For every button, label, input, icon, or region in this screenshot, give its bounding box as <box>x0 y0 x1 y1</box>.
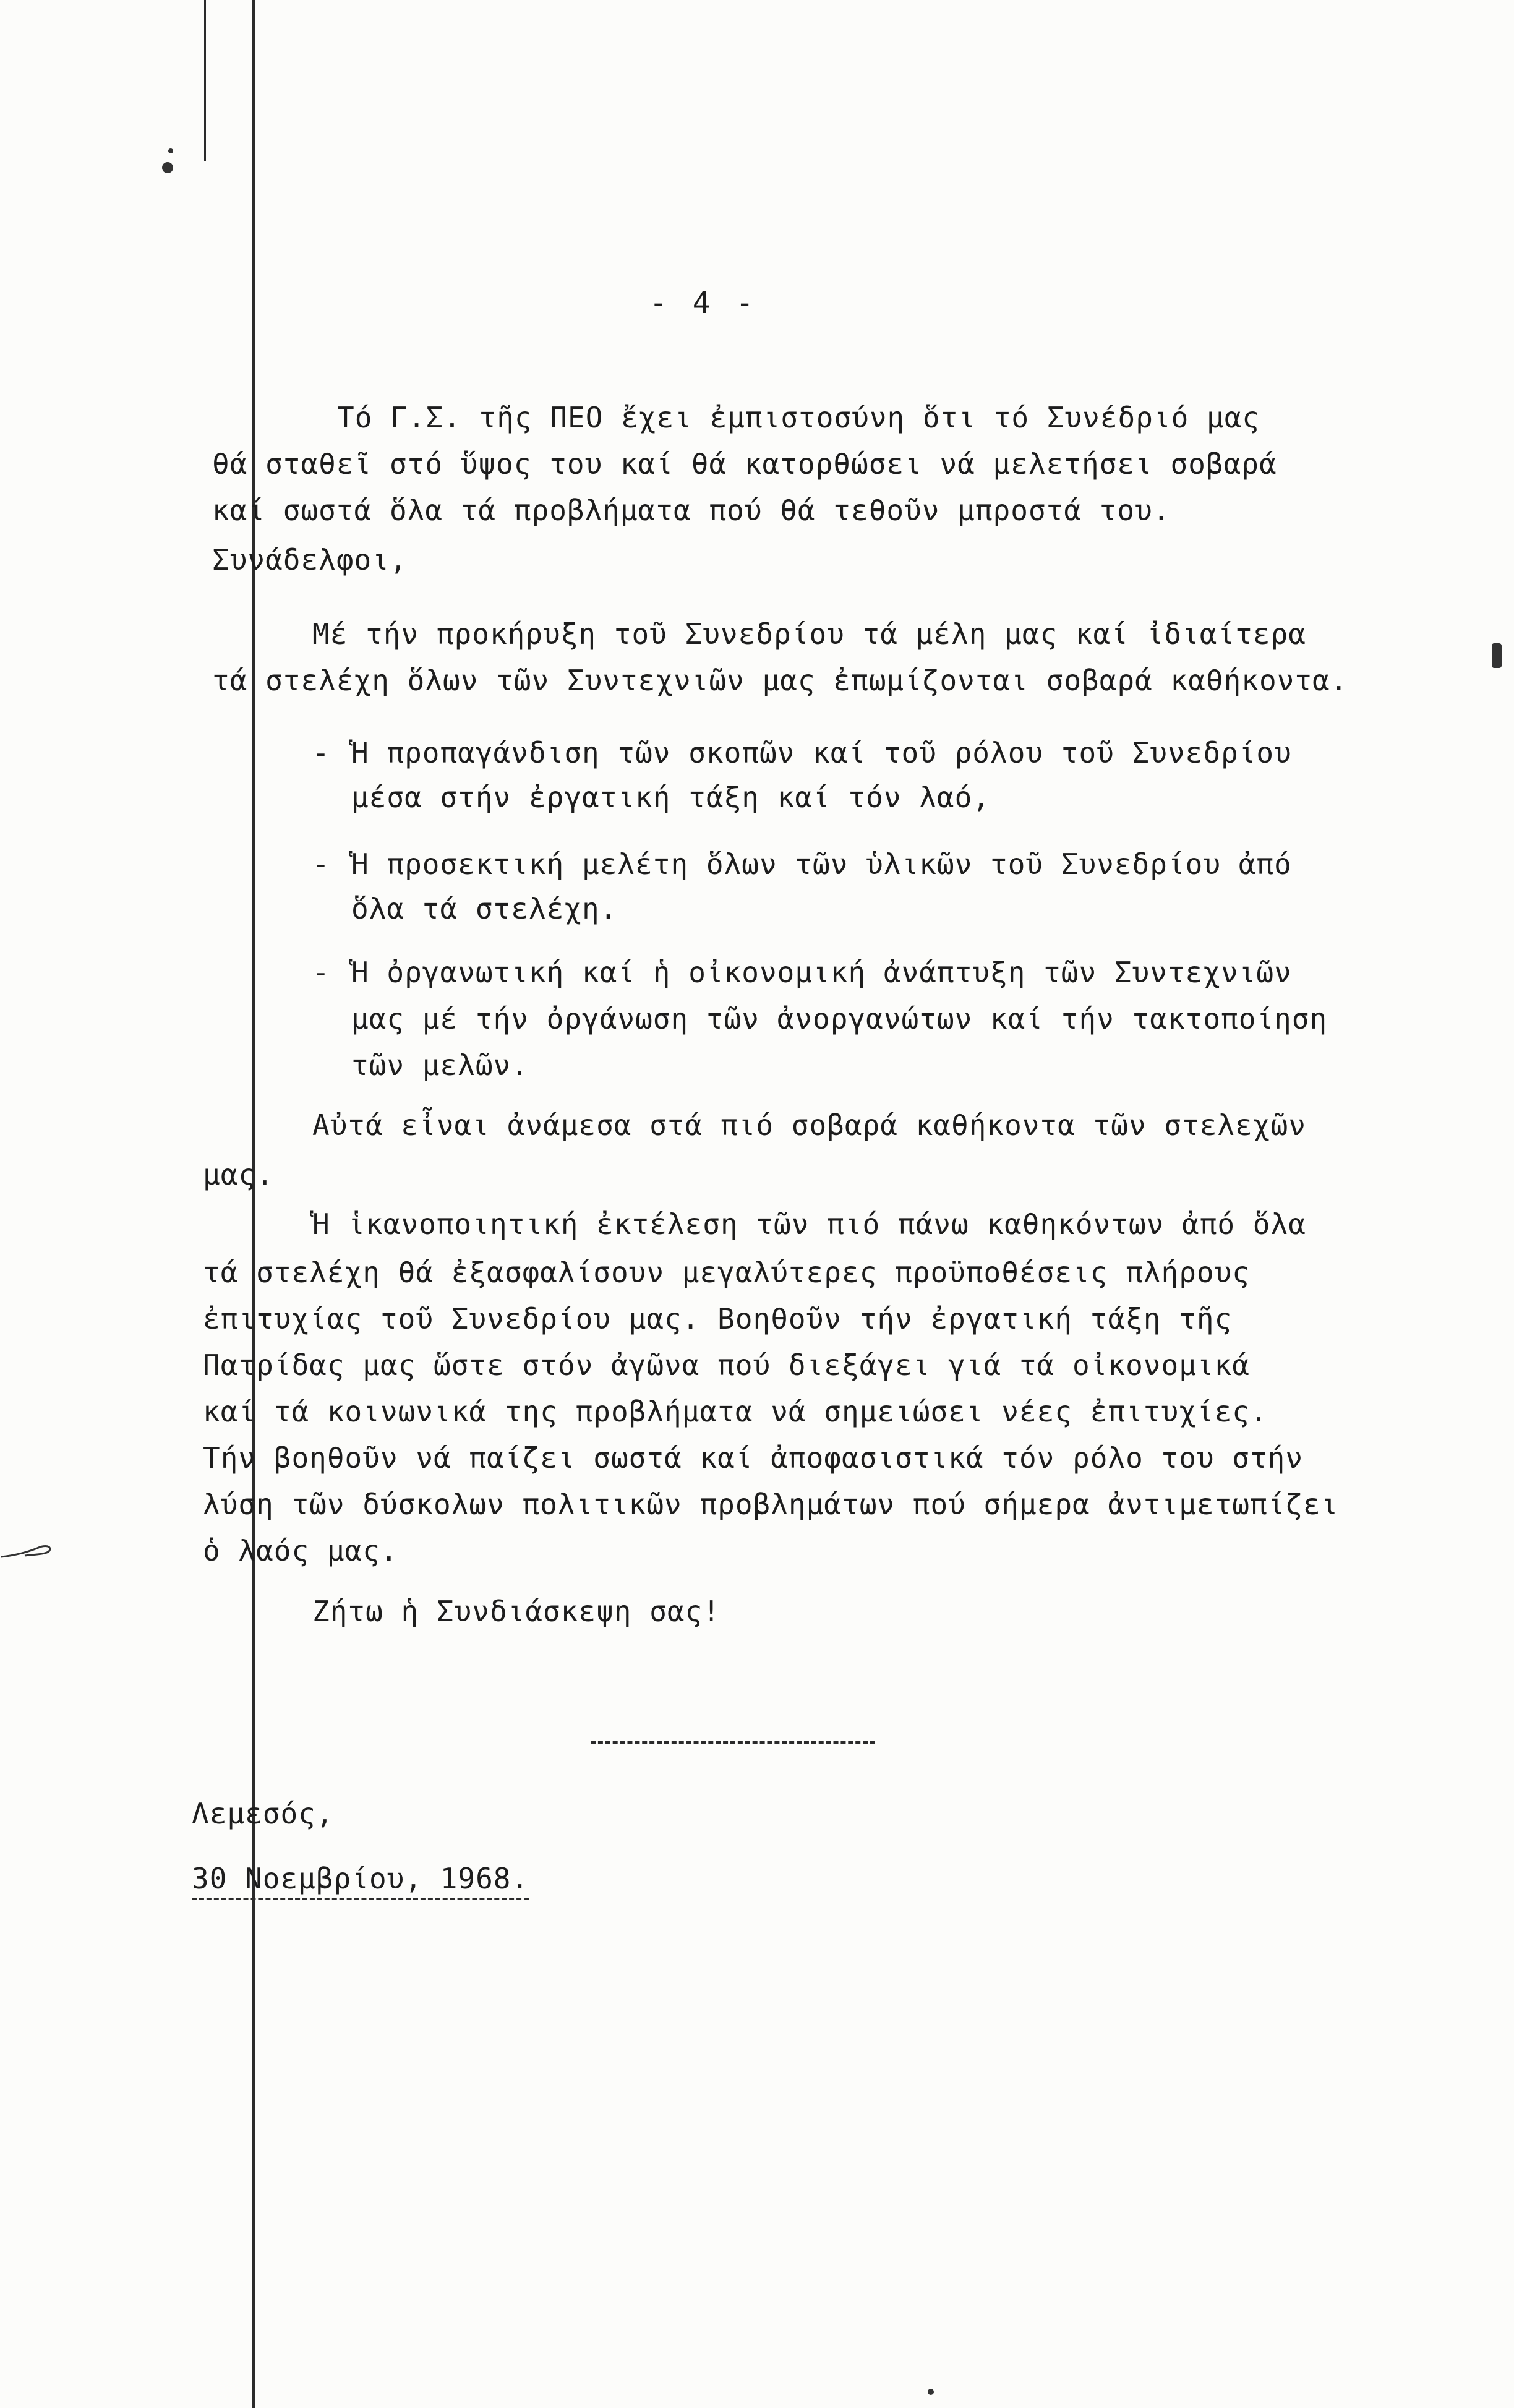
separator-line <box>591 1741 875 1744</box>
ink-speck <box>1492 643 1502 668</box>
duty-2-line-2: ὅλα τά στελέχη. <box>351 892 618 925</box>
closing-line-8: ὁ λαός μας. <box>203 1534 398 1567</box>
place: Λεμεσός, <box>192 1797 334 1830</box>
ink-speck <box>928 2389 934 2395</box>
duty-3-dash: - <box>312 956 330 989</box>
opening-line-1: Τό Γ.Σ. τῆς ΠΕΟ ἔχει ἐμπιστοσύνη ὅτι τό Συνέδριό μας <box>337 401 1260 434</box>
closing-line-3: ἐπιτυχίας τοῦ Συνεδρίου μας. Βοηθοῦν τήν ἐργατική τάξη τῆς <box>203 1302 1233 1335</box>
summary-line-1: Αὐτά εἶναι ἀνάμεσα στά πιό σοβαρά καθήκοντα τῶν στελεχῶν <box>312 1108 1306 1142</box>
date <box>192 1862 529 1895</box>
binding-mark <box>204 0 206 161</box>
duty-1-line-1: Ἡ προπαγάνδιση τῶν σκοπῶν καί τοῦ ρόλου τοῦ Συνεδρίου <box>351 736 1292 769</box>
date-text: 30 Νοεμβρίου, 1968. <box>192 1862 529 1900</box>
ink-speck <box>168 148 173 153</box>
duty-1-line-2: μέσα στήν ἐργατική τάξη καί τόν λαό, <box>351 781 990 814</box>
closing-line-6: Τήν βοηθοῦν νά παίζει σωστά καί ἀποφασιστικά τόν ρόλο του στήν <box>203 1441 1304 1475</box>
summary-line-2: μας. <box>203 1158 274 1191</box>
closing-line-2: τά στελέχη θά ἐξασφαλίσουν μεγαλύτερες προϋποθέσεις πλήρους <box>203 1256 1250 1289</box>
ink-speck <box>162 162 173 173</box>
opening-line-3: καί σωστά ὅλα τά προβλήματα πού θά τεθοῦν μπροστά του. <box>212 494 1171 527</box>
intro-line-2: τά στελέχη ὅλων τῶν Συντεχνιῶν μας ἐπωμίζονται σοβαρά καθήκοντα. <box>212 664 1348 697</box>
page-number: - 4 - <box>649 286 758 320</box>
duty-2-dash: - <box>312 847 330 881</box>
duty-3-line-3: τῶν μελῶν. <box>351 1048 529 1082</box>
duty-2-line-1: Ἡ προσεκτική μελέτη ὅλων τῶν ὑλικῶν τοῦ Συνεδρίου ἀπό <box>351 847 1292 881</box>
intro-line-1: Μέ τήν προκήρυξη τοῦ Συνεδρίου τά μέλη μας καί ἰδιαίτερα <box>312 617 1306 651</box>
margin-line <box>252 0 255 2408</box>
closing-line-7: λύση τῶν δύσκολων πολιτικῶν προβλημάτων πού σήμερα ἀντιμετωπίζει <box>203 1488 1339 1521</box>
duty-3-line-1: Ἡ ὀργανωτική καί ἡ οἰκονομική ἀνάπτυξη τῶν Συντεχνιῶν <box>351 956 1292 989</box>
salutation: Συνάδελφοι, <box>212 543 408 576</box>
greeting: Ζήτω ἡ Συνδιάσκεψη σας! <box>312 1595 721 1628</box>
opening-line-2: θά σταθεῖ στό ὕψος του καί θά κατορθώσει νά μελετήσει σοβαρά <box>212 447 1277 481</box>
closing-line-1: Ἡ ἱκανοποιητική ἐκτέλεση τῶν πιό πάνω καθηκόντων ἀπό ὅλα <box>312 1207 1306 1241</box>
pen-mark <box>0 1537 56 1562</box>
duty-1-dash: - <box>312 736 330 769</box>
closing-line-4: Πατρίδας μας ὥστε στόν ἀγῶνα πού διεξάγει γιά τά οἰκονομικά <box>203 1348 1250 1382</box>
duty-3-line-2: μας μέ τήν ὀργάνωση τῶν ἀνοργανώτων καί τήν τακτοποίηση <box>351 1002 1328 1035</box>
closing-line-5: καί τά κοινωνικά της προβλήματα νά σημειώσει νέες ἐπιτυχίες. <box>203 1395 1268 1428</box>
